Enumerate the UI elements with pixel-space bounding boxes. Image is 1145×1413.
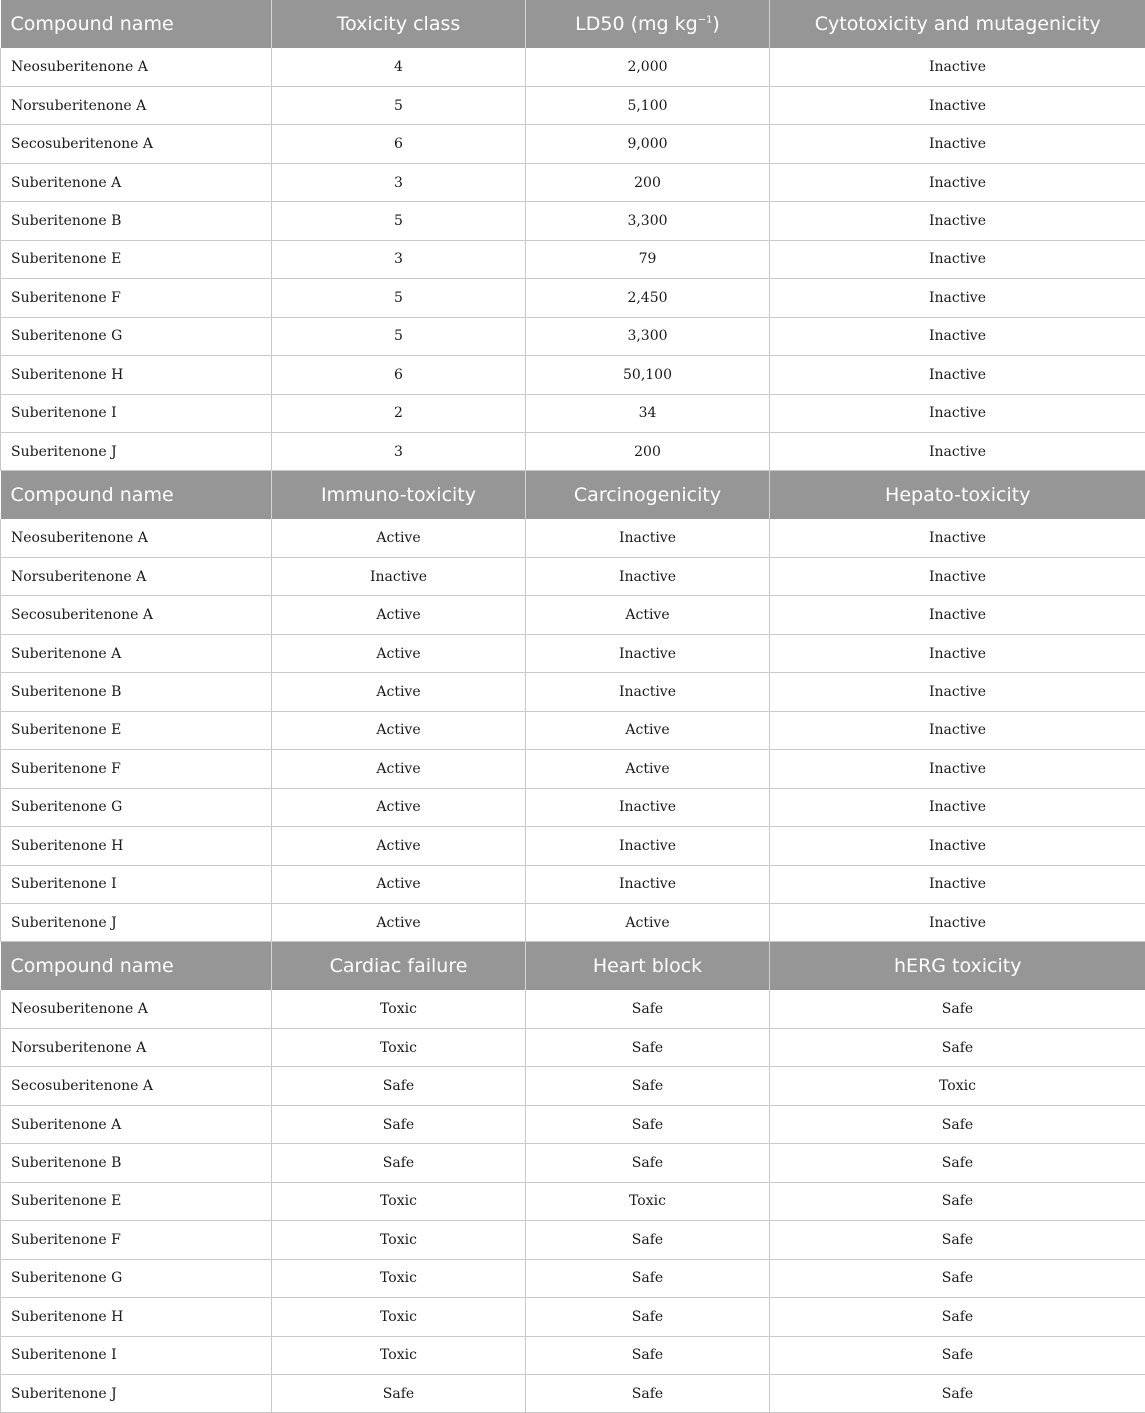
value-cell: Toxic (526, 1182, 770, 1220)
value-cell: 4 (272, 48, 526, 86)
table-row (1, 317, 1145, 355)
column-header: hERG toxicity (770, 942, 1145, 990)
value-cell: 3 (272, 433, 526, 471)
value-cell: Inactive (272, 557, 526, 595)
table-row (1, 1336, 1145, 1374)
value-cell: Inactive (526, 865, 770, 903)
table-row (1, 711, 1145, 749)
table-row (1, 1259, 1145, 1297)
table-row (1, 1221, 1145, 1259)
value-cell: Safe (770, 1221, 1145, 1259)
column-header: Cytotoxicity and mutagenicity (770, 0, 1145, 48)
value-cell: Inactive (770, 865, 1145, 903)
value-cell: Toxic (770, 1067, 1145, 1105)
compound-name-cell: Suberitenone I (1, 394, 272, 432)
value-cell: Inactive (770, 673, 1145, 711)
value-cell: Inactive (526, 634, 770, 672)
compound-name-cell: Suberitenone I (1, 1336, 272, 1374)
table-row (1, 48, 1145, 86)
value-cell: Safe (770, 1105, 1145, 1143)
value-cell: Safe (770, 1144, 1145, 1182)
table-row (1, 356, 1145, 394)
table-row (1, 1144, 1145, 1182)
table-row (1, 750, 1145, 788)
table-row (1, 596, 1145, 634)
column-header: Compound name (1, 942, 272, 990)
compound-name-cell: Suberitenone A (1, 634, 272, 672)
compound-name-cell: Suberitenone J (1, 1375, 272, 1413)
compound-name-cell: Suberitenone J (1, 433, 272, 471)
column-header: Immuno-toxicity (272, 471, 526, 519)
value-cell: Inactive (526, 827, 770, 865)
compound-name-cell: Suberitenone F (1, 750, 272, 788)
value-cell: Safe (770, 1375, 1145, 1413)
value-cell: Safe (526, 1298, 770, 1336)
value-cell: 3,300 (526, 317, 770, 355)
compound-name-cell: Suberitenone E (1, 711, 272, 749)
value-cell: Toxic (272, 1182, 526, 1220)
table-row (1, 1067, 1145, 1105)
column-header: Toxicity class (272, 0, 526, 48)
table-row (1, 827, 1145, 865)
value-cell: 3 (272, 163, 526, 201)
value-cell: Safe (526, 990, 770, 1028)
value-cell: 5 (272, 202, 526, 240)
compound-name-cell: Secosuberitenone A (1, 125, 272, 163)
table-row (1, 1028, 1145, 1066)
table-row (1, 1182, 1145, 1220)
column-header-label: LD50 (mg kg (575, 13, 698, 35)
value-cell: Safe (526, 1375, 770, 1413)
compound-name-cell: Norsuberitenone A (1, 557, 272, 595)
value-cell: Safe (272, 1067, 526, 1105)
value-cell: Inactive (770, 86, 1145, 124)
value-cell: Inactive (770, 317, 1145, 355)
value-cell: Inactive (770, 163, 1145, 201)
compound-name-cell: Suberitenone H (1, 356, 272, 394)
value-cell: Inactive (770, 202, 1145, 240)
value-cell: Active (272, 827, 526, 865)
compound-name-cell: Norsuberitenone A (1, 86, 272, 124)
value-cell: Safe (526, 1105, 770, 1143)
value-cell: Safe (770, 1182, 1145, 1220)
value-cell: Safe (526, 1028, 770, 1066)
value-cell: 3 (272, 240, 526, 278)
value-cell: Safe (272, 1144, 526, 1182)
value-cell: Toxic (272, 1028, 526, 1066)
column-header: Carcinogenicity (526, 471, 770, 519)
compound-name-cell: Suberitenone B (1, 1144, 272, 1182)
value-cell: Active (272, 865, 526, 903)
value-cell: Inactive (770, 519, 1145, 557)
value-cell: 200 (526, 433, 770, 471)
section-header-row (1, 471, 1145, 519)
value-cell: Toxic (272, 1221, 526, 1259)
value-cell: 200 (526, 163, 770, 201)
compound-name-cell: Suberitenone H (1, 827, 272, 865)
table-row (1, 990, 1145, 1028)
unit-exponent: −1 (697, 14, 713, 26)
unit-close: ) (712, 13, 720, 35)
value-cell: Toxic (272, 1259, 526, 1297)
value-cell: Inactive (770, 356, 1145, 394)
value-cell: 5 (272, 317, 526, 355)
value-cell: Inactive (770, 750, 1145, 788)
column-header: Heart block (526, 942, 770, 990)
value-cell: Inactive (526, 673, 770, 711)
column-header: Cardiac failure (272, 942, 526, 990)
table-row (1, 865, 1145, 903)
value-cell: Safe (526, 1336, 770, 1374)
value-cell: 5,100 (526, 86, 770, 124)
table-row (1, 1298, 1145, 1336)
compound-name-cell: Norsuberitenone A (1, 1028, 272, 1066)
compound-name-cell: Neosuberitenone A (1, 48, 272, 86)
value-cell: Inactive (770, 279, 1145, 317)
compound-name-cell: Suberitenone G (1, 1259, 272, 1297)
value-cell: Active (526, 711, 770, 749)
value-cell: 34 (526, 394, 770, 432)
value-cell: Inactive (526, 788, 770, 826)
value-cell: Safe (272, 1105, 526, 1143)
compound-name-cell: Neosuberitenone A (1, 990, 272, 1028)
value-cell: Safe (526, 1259, 770, 1297)
value-cell: Inactive (770, 788, 1145, 826)
table-row (1, 634, 1145, 672)
value-cell: Safe (770, 1336, 1145, 1374)
value-cell: Safe (770, 1298, 1145, 1336)
table-row (1, 240, 1145, 278)
compound-name-cell: Secosuberitenone A (1, 1067, 272, 1105)
value-cell: Active (272, 711, 526, 749)
value-cell: Toxic (272, 1336, 526, 1374)
value-cell: Inactive (770, 433, 1145, 471)
table-row (1, 519, 1145, 557)
value-cell: Inactive (770, 125, 1145, 163)
value-cell: Inactive (770, 394, 1145, 432)
table-row (1, 1375, 1145, 1413)
value-cell: Inactive (526, 519, 770, 557)
section-header-row (1, 0, 1145, 48)
value-cell: Active (272, 596, 526, 634)
value-cell: Active (272, 904, 526, 942)
value-cell: Inactive (770, 557, 1145, 595)
table-row (1, 433, 1145, 471)
table-row (1, 394, 1145, 432)
column-header: Compound name (1, 0, 272, 48)
value-cell: Safe (272, 1375, 526, 1413)
table-row (1, 788, 1145, 826)
compound-name-cell: Suberitenone E (1, 240, 272, 278)
compound-name-cell: Suberitenone H (1, 1298, 272, 1336)
value-cell: 5 (272, 279, 526, 317)
compound-name-cell: Suberitenone F (1, 1221, 272, 1259)
compound-name-cell: Suberitenone A (1, 163, 272, 201)
value-cell: Inactive (770, 711, 1145, 749)
column-header: Compound name (1, 471, 272, 519)
value-cell: Active (526, 596, 770, 634)
value-cell: Safe (770, 1028, 1145, 1066)
table-row (1, 673, 1145, 711)
compound-name-cell: Suberitenone B (1, 673, 272, 711)
value-cell: 2,000 (526, 48, 770, 86)
value-cell: 5 (272, 86, 526, 124)
value-cell: Active (272, 750, 526, 788)
table-row (1, 125, 1145, 163)
value-cell: Active (272, 673, 526, 711)
value-cell: Inactive (770, 904, 1145, 942)
compound-name-cell: Suberitenone J (1, 904, 272, 942)
table-row (1, 202, 1145, 240)
value-cell: 9,000 (526, 125, 770, 163)
toxicity-table-body (1, 0, 1145, 1413)
compound-name-cell: Suberitenone F (1, 279, 272, 317)
value-cell: Safe (770, 990, 1145, 1028)
compound-name-cell: Suberitenone G (1, 788, 272, 826)
value-cell: Inactive (770, 48, 1145, 86)
value-cell: 79 (526, 240, 770, 278)
table-row (1, 904, 1145, 942)
compound-name-cell: Neosuberitenone A (1, 519, 272, 557)
value-cell: 6 (272, 356, 526, 394)
compound-name-cell: Suberitenone I (1, 865, 272, 903)
value-cell: 2,450 (526, 279, 770, 317)
value-cell: 3,300 (526, 202, 770, 240)
value-cell: Toxic (272, 1298, 526, 1336)
table-row (1, 557, 1145, 595)
value-cell: Active (272, 634, 526, 672)
value-cell: Inactive (770, 827, 1145, 865)
value-cell: Safe (526, 1221, 770, 1259)
value-cell: Active (272, 788, 526, 826)
column-header: Hepato-toxicity (770, 471, 1145, 519)
table-row (1, 163, 1145, 201)
compound-name-cell: Suberitenone A (1, 1105, 272, 1143)
compound-name-cell: Secosuberitenone A (1, 596, 272, 634)
table-row (1, 279, 1145, 317)
value-cell: 50,100 (526, 356, 770, 394)
value-cell: Active (272, 519, 526, 557)
section-header-row (1, 942, 1145, 990)
compound-name-cell: Suberitenone G (1, 317, 272, 355)
column-header (526, 0, 770, 48)
compound-name-cell: Suberitenone B (1, 202, 272, 240)
value-cell: 2 (272, 394, 526, 432)
value-cell: Inactive (770, 634, 1145, 672)
table-row (1, 1105, 1145, 1143)
value-cell: Safe (526, 1067, 770, 1105)
value-cell: Safe (526, 1144, 770, 1182)
value-cell: 6 (272, 125, 526, 163)
value-cell: Active (526, 904, 770, 942)
value-cell: Inactive (526, 557, 770, 595)
value-cell: Inactive (770, 596, 1145, 634)
value-cell: Inactive (770, 240, 1145, 278)
value-cell: Active (526, 750, 770, 788)
compound-name-cell: Suberitenone E (1, 1182, 272, 1220)
value-cell: Toxic (272, 990, 526, 1028)
value-cell: Safe (770, 1259, 1145, 1297)
table-row (1, 86, 1145, 124)
